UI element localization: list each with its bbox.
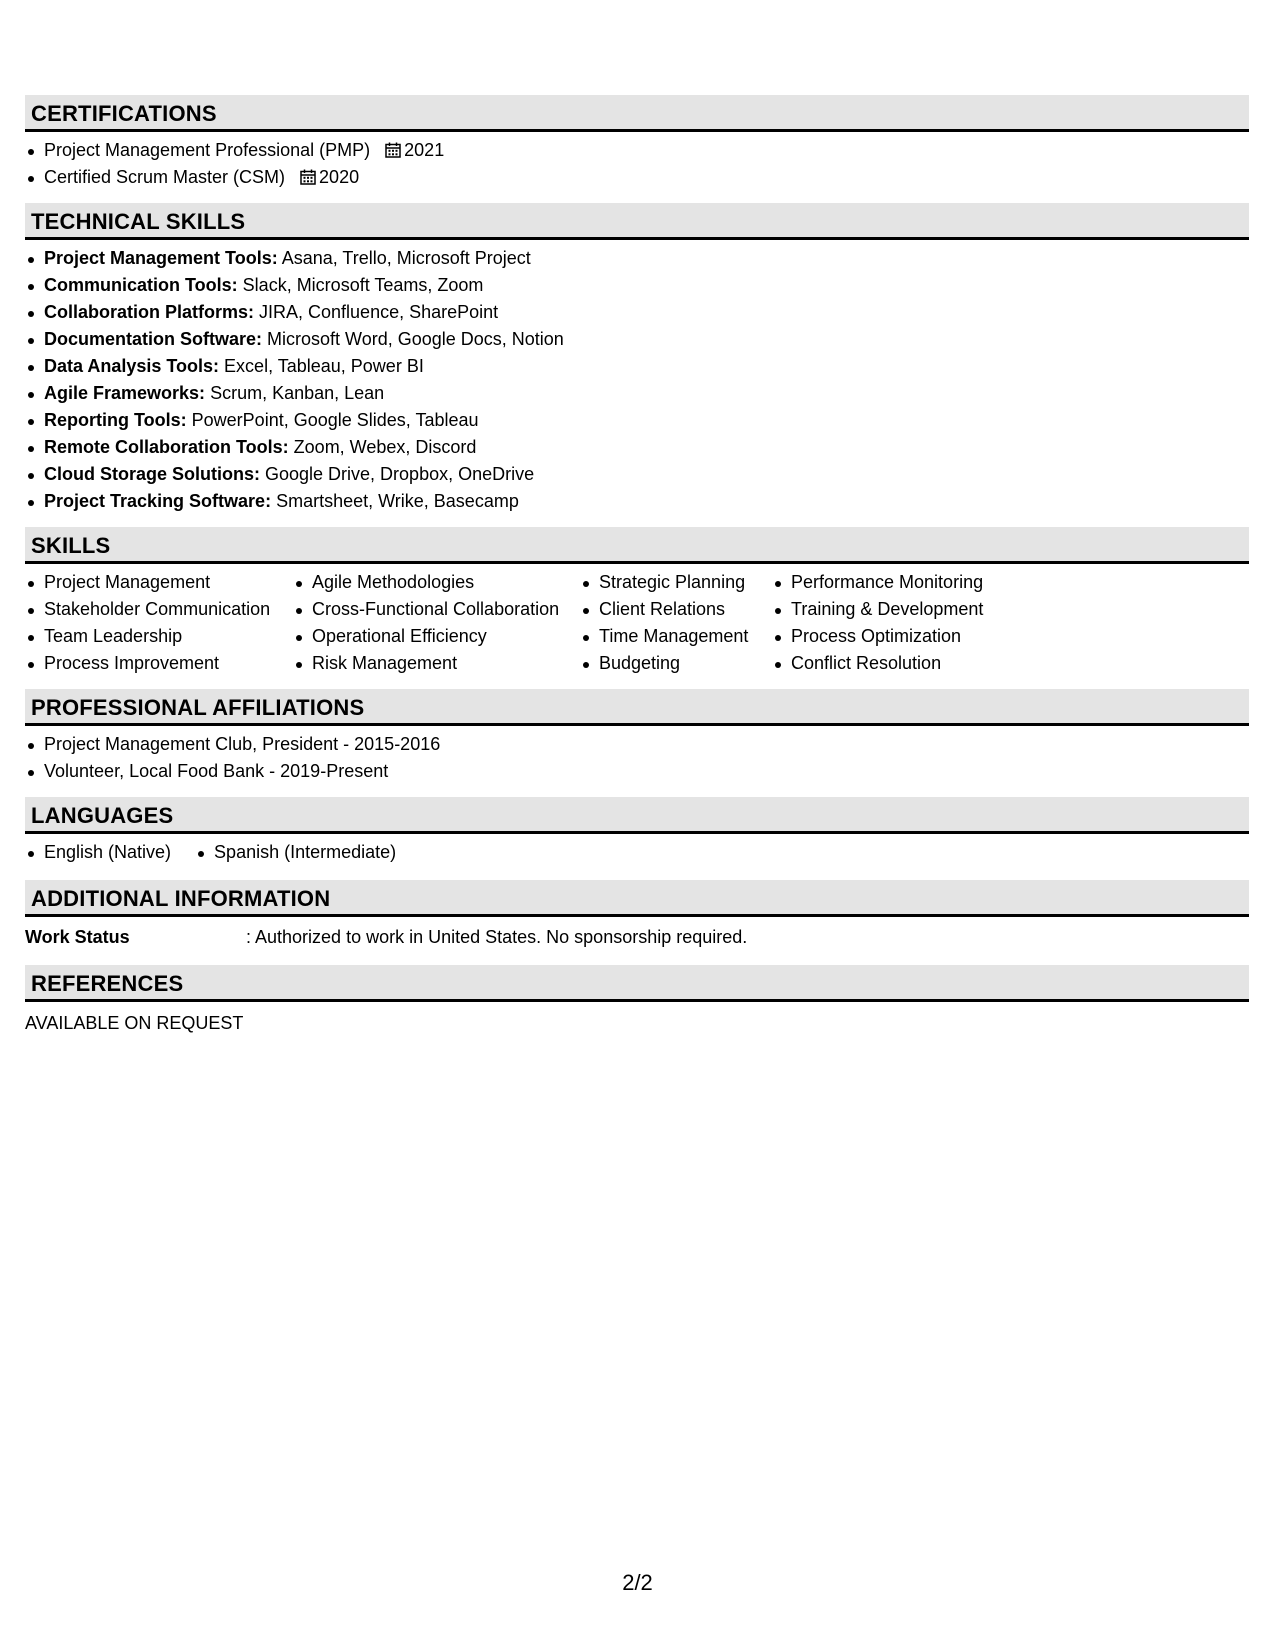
certifications-list bbox=[25, 137, 1249, 191]
technical-skills-list bbox=[25, 245, 1249, 515]
skill-category: Remote Collaboration Tools: bbox=[44, 437, 289, 457]
skill-values: JIRA, Confluence, SharePoint bbox=[254, 302, 499, 322]
technical-skills-heading: TECHNICAL SKILLS bbox=[25, 203, 1249, 240]
skill-category: Project Management Tools: bbox=[44, 248, 278, 268]
skill-values: PowerPoint, Google Slides, Tableau bbox=[186, 410, 479, 430]
list-item: Strategic Planning bbox=[580, 569, 772, 596]
certification-year: 2020 bbox=[319, 167, 360, 187]
list-item bbox=[25, 380, 1249, 407]
list-item bbox=[25, 407, 1249, 434]
list-item bbox=[25, 164, 1249, 191]
list-item bbox=[25, 488, 1249, 515]
list-item bbox=[25, 353, 1249, 380]
skill-values: Zoom, Webex, Discord bbox=[288, 437, 477, 457]
skill-category: Collaboration Platforms: bbox=[44, 302, 255, 322]
skill-values: Smartsheet, Wrike, Basecamp bbox=[271, 491, 519, 511]
list-item: Operational Efficiency bbox=[293, 623, 580, 650]
additional-info-heading: ADDITIONAL INFORMATION bbox=[25, 880, 1249, 917]
list-item: Client Relations bbox=[580, 596, 772, 623]
page-number: 2/2 bbox=[622, 1570, 653, 1595]
list-item: Team Leadership bbox=[25, 623, 293, 650]
list-item bbox=[25, 299, 1249, 326]
skills-column bbox=[25, 569, 293, 677]
skill-values: Scrum, Kanban, Lean bbox=[205, 383, 385, 403]
references-text: AVAILABLE ON REQUEST bbox=[25, 1013, 244, 1033]
skill-category: Data Analysis Tools: bbox=[44, 356, 220, 376]
skill-category: Project Tracking Software: bbox=[44, 491, 272, 511]
skills-column bbox=[293, 569, 580, 677]
skills-column bbox=[580, 569, 772, 677]
skill-category: Reporting Tools: bbox=[44, 410, 187, 430]
certifications-heading: CERTIFICATIONS bbox=[25, 95, 1249, 132]
list-item: Volunteer, Local Food Bank - 2019-Present bbox=[25, 758, 1249, 785]
list-item bbox=[25, 461, 1249, 488]
skill-category: Agile Frameworks: bbox=[44, 383, 206, 403]
list-item: Training & Development bbox=[772, 596, 1032, 623]
list-item bbox=[25, 137, 1249, 164]
calendar-icon bbox=[300, 169, 316, 185]
skills-heading: SKILLS bbox=[25, 527, 1249, 564]
resume-page bbox=[25, 95, 1249, 1037]
list-item: Performance Monitoring bbox=[772, 569, 1032, 596]
list-item bbox=[25, 326, 1249, 353]
list-item: Spanish (Intermediate) bbox=[195, 839, 396, 866]
certification-year: 2021 bbox=[404, 140, 445, 160]
list-item: Project Management bbox=[25, 569, 293, 596]
list-item: English (Native) bbox=[25, 839, 171, 866]
list-item: Agile Methodologies bbox=[293, 569, 580, 596]
skill-category: Cloud Storage Solutions: bbox=[44, 464, 260, 484]
skill-values: Microsoft Word, Google Docs, Notion bbox=[262, 329, 564, 349]
list-item bbox=[25, 434, 1249, 461]
list-item: Cross-Functional Collaboration bbox=[293, 596, 580, 623]
skills-grid bbox=[25, 569, 1249, 677]
skill-category: Communication Tools: bbox=[44, 275, 238, 295]
list-item: Process Optimization bbox=[772, 623, 1032, 650]
skill-values: Asana, Trello, Microsoft Project bbox=[277, 248, 531, 268]
calendar-icon bbox=[385, 142, 401, 158]
affiliations-heading: PROFESSIONAL AFFILIATIONS bbox=[25, 689, 1249, 726]
affiliations-list bbox=[25, 731, 1249, 785]
skill-category: Documentation Software: bbox=[44, 329, 263, 349]
list-item bbox=[25, 272, 1249, 299]
languages-heading: LANGUAGES bbox=[25, 797, 1249, 834]
work-status-label: Work Status bbox=[25, 927, 130, 947]
skill-values: Slack, Microsoft Teams, Zoom bbox=[237, 275, 484, 295]
certification-name: Project Management Professional (PMP) bbox=[44, 140, 371, 160]
skill-values: Google Drive, Dropbox, OneDrive bbox=[260, 464, 535, 484]
languages-list bbox=[25, 839, 1249, 866]
list-item: Budgeting bbox=[580, 650, 772, 677]
work-status-value: : Authorized to work in United States. No sponsorship required. bbox=[246, 927, 748, 947]
work-status-row bbox=[25, 923, 1249, 951]
list-item bbox=[25, 245, 1249, 272]
list-item: Time Management bbox=[580, 623, 772, 650]
certification-name: Certified Scrum Master (CSM) bbox=[44, 167, 286, 187]
skills-column bbox=[772, 569, 1032, 677]
skill-values: Excel, Tableau, Power BI bbox=[219, 356, 424, 376]
references-heading: REFERENCES bbox=[25, 965, 1249, 1002]
list-item: Process Improvement bbox=[25, 650, 293, 677]
list-item: Project Management Club, President - 2015-2016 bbox=[25, 731, 1249, 758]
list-item: Stakeholder Communication bbox=[25, 596, 293, 623]
list-item: Risk Management bbox=[293, 650, 580, 677]
list-item: Conflict Resolution bbox=[772, 650, 1032, 677]
